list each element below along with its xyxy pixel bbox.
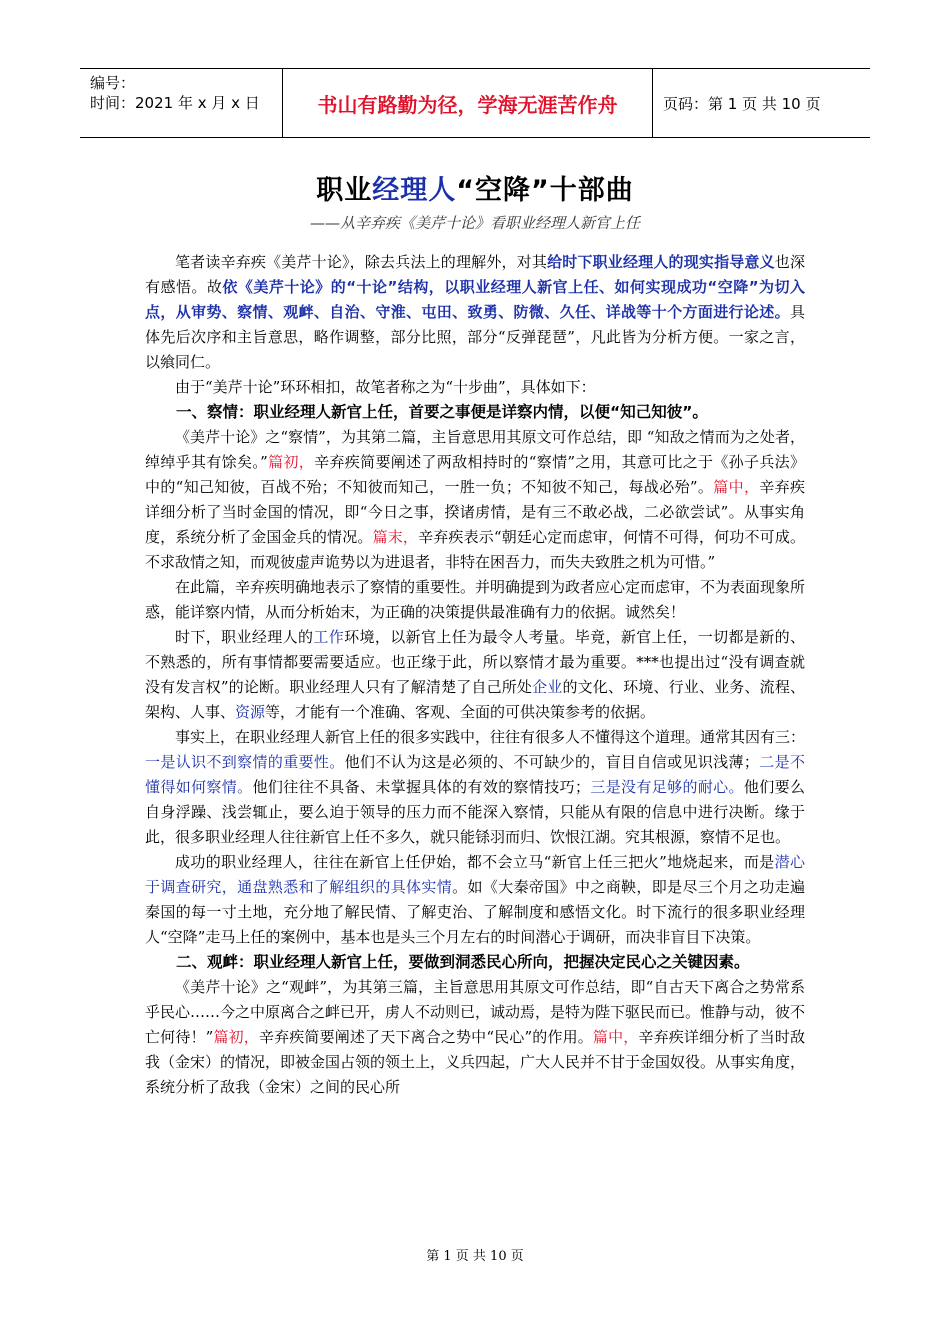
- keyword-link-enterprise[interactable]: 企业: [532, 678, 563, 696]
- paragraph-successful-manager: [145, 850, 805, 950]
- marker-text: 篇中，: [713, 478, 760, 496]
- text-span: 辛弃疾详细分析了当时金国的情况，即“今日之事，揆诸虏情，是有三不敢必战，二必欲尝试”。从事实角度，系统分析了金国金兵的情况。: [145, 478, 805, 546]
- paragraph-guanxin-summary: [145, 975, 805, 1100]
- text-span: 环境，以新官上任为最令人考量。毕竟，新官上任，一切都是新的、不熟悉的，所有事情都要需要适应。也正缘于此，所以察情才最为重要。***也提出过“没有调查就没有发言权”的论断。职业经理人只有了解清楚了自己所处: [145, 628, 805, 696]
- keyword-link-resources[interactable]: 资源: [235, 703, 266, 721]
- document-subtitle: ——从辛弃疾《美芹十论》看职业经理人新官上任: [309, 214, 640, 232]
- text-span: 时下，职业经理人的: [175, 628, 314, 646]
- title-part-3: “空降”十部曲: [456, 175, 634, 206]
- highlight-text: 潜心于调查研究，通盘熟悉和了解组织的具体实情: [145, 853, 805, 896]
- paragraph-chaqing-summary: [145, 425, 805, 575]
- marker-text: 篇初，: [213, 1028, 259, 1046]
- text-span: 具体先后次序和主旨意思，略作调整，部分比照，部分“反弹琵琶”，凡此皆为分析方便。一家之言，以飨同仁。: [145, 303, 805, 371]
- text-span: 的文化、环境、行业、业务、流程、架构、人事、: [145, 678, 805, 721]
- document-title: [0, 168, 950, 207]
- reason-3: 三是没有足够的耐心。: [589, 778, 744, 796]
- text-span: 他们要么自身浮躁、浅尝辄止，要么迫于领导的压力而不能深入察情，只能从有限的信息中进行决断。缘于此，很多职业经理人往往新官上任不多久，就只能铩羽而归、饮恨江湖。究其根源，察情不足也。: [145, 778, 805, 846]
- document-body: [145, 250, 805, 1100]
- header-motto: 书山有路勤为径，学海无涯苦作舟: [283, 69, 653, 137]
- paragraph-chaqing-importance: 在此篇，辛弃疾明确地表示了察情的重要性。并明确提到为政者应心定而虑审，不为表面现象所惑，能详察内情，从而分析始末，为正确的决策提供最准确有力的依据。诚然矣！: [145, 578, 806, 621]
- reason-1: 一是认识不到察情的重要性。: [145, 753, 345, 771]
- paragraph-three-reasons: [145, 725, 805, 850]
- text-span: 辛弃疾简要阐述了天下离合之势中“民心”的作用。: [258, 1028, 593, 1046]
- marker-text: 篇末，: [372, 528, 419, 546]
- text-span: 辛弃疾表示“朝廷心定而虑审，何情不可得，何功不可成。不求敌情之知，而观彼虚声诡势以为进退者，非特在困吾力，而失夫致胜之机为可惜。”: [145, 528, 805, 571]
- text-span: 等，才能有一个准确、客观、全面的可供决策参考的依据。: [265, 703, 656, 721]
- text-span: 他们不认为这是必须的、不可缺少的，盲目自信或见识浅薄；: [344, 753, 759, 771]
- text-span: 《美芹十论》之“察情”，为其第二篇，主旨意思用其原文可作总结，即 “知敌之情而为之处者，绰绰乎其有馀矣。”: [145, 428, 805, 471]
- title-part-2: 经理人: [372, 175, 457, 206]
- header-meta: [80, 69, 283, 137]
- text-span: 事实上，在职业经理人新官上任的很多实践中，往往有很多人不懂得这个道理。通常其因有三：: [175, 728, 806, 746]
- header-number-label: 编号：: [90, 74, 136, 92]
- text-span: 成功的职业经理人，往往在新官上任伊始，都不会立马“新官上任三把火”地烧起来，而是: [175, 853, 775, 871]
- text-span: 《美芹十论》之“观衅”，为其第三篇，主旨意思用其原文可作总结，即“自古天下离合之势常系乎民心……今之中原离合之衅已开，虏人不动则已，诚动焉，是特为陛下驱民而已。惟静与动，彼不亡何待！”: [145, 978, 806, 1046]
- text-span: 笔者读辛弃疾《美芹十论》，除去兵法上的理解外，对其: [175, 253, 548, 271]
- highlight-link[interactable]: 给时下职业经理人的现实指导意义: [547, 253, 775, 271]
- text-span: 。如《大秦帝国》中之商鞅，即是尽三个月之功走遍秦国的每一寸土地，充分地了解民情、了解吏治、了解制度和感悟文化。时下流行的很多职业经理人“空降”走马上任的案例中，基本也是头三个月左右的时间潜心于调研，而决非盲目下决策。: [145, 878, 805, 946]
- title-part-1: 职业: [316, 175, 373, 206]
- text-span: 他们往往不具备、未掌握具体的有效的察情技巧；: [252, 778, 590, 796]
- text-span: 辛弃疾简要阐述了两敌相持时的“察情”之用，其意可比之于《孙子兵法》中的“知己知彼，百战不殆；不知彼而知己，一胜一负；不知彼不知己，每战必殆”。: [145, 453, 806, 496]
- reason-2: 二是不懂得如何察情。: [145, 753, 805, 796]
- text-span: 辛弃疾详细分析了当时敌我（金宋）的情况，即被金国占领的领土上，义兵四起，广大人民并不甘于金国奴役。从事实角度，系统分析了敌我（金宋）之间的民心所: [145, 1028, 806, 1096]
- keyword-link-work[interactable]: 工作: [313, 628, 345, 646]
- section-heading-2: 二、观衅：职业经理人新官上任，要做到洞悉民心所向，把握决定民心之关键因素。: [176, 953, 750, 971]
- text-span: 也深有感悟。故: [145, 253, 805, 296]
- highlight-text: 依《美芹十论》的“十论”结构，以职业经理人新官上任、如何实现成功“空降”为切入点，从审势、察情、观衅、自治、守淮、屯田、致勇、防微、久任、详战等十个方面进行论述。: [145, 278, 805, 321]
- page-footer: 第 1 页 共 10 页: [426, 1249, 524, 1264]
- section-heading-1: 一、察情：职业经理人新官上任，首要之事便是详察内情，以便“知己知彼”。: [176, 403, 708, 421]
- paragraph-new-post: [145, 625, 805, 725]
- page-header: [80, 68, 870, 138]
- header-time-label: 时间：2021 年 x 月 x 日: [90, 94, 260, 112]
- marker-text: 篇初，: [267, 453, 315, 471]
- paragraph-intro: [145, 250, 805, 375]
- header-page-info: 页码：第 1 页 共 10 页: [663, 94, 821, 113]
- paragraph-ten-steps: 由于“美芹十论”环环相扣，故笔者称之为“十步曲”，具体如下：: [175, 378, 596, 396]
- marker-text: 篇中，: [592, 1028, 639, 1046]
